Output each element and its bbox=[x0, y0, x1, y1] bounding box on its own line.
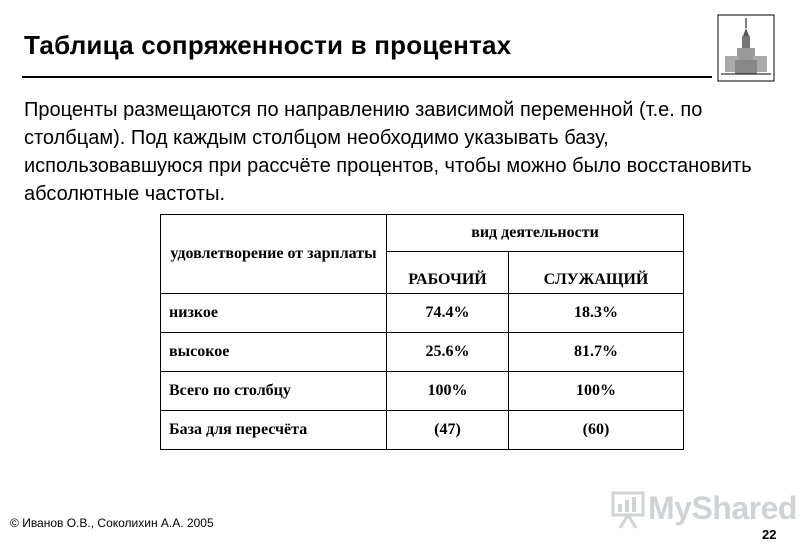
table-cell: 100% bbox=[509, 372, 684, 411]
table-row bbox=[161, 294, 684, 333]
row-label: высокое bbox=[161, 333, 387, 372]
table-row bbox=[161, 333, 684, 372]
copyright-icon: © bbox=[10, 516, 19, 530]
presentation-board-icon bbox=[610, 490, 646, 530]
table-cell: 74.4% bbox=[387, 294, 509, 333]
row-label: База для пересчёта bbox=[161, 411, 387, 450]
table-cell: (60) bbox=[509, 411, 684, 450]
column-header-worker: РАБОЧИЙ bbox=[387, 252, 509, 294]
column-group-header: вид деятельности bbox=[387, 215, 684, 252]
footer-authors: Иванов О.В., Соколихин А.А. 2005 bbox=[22, 516, 214, 530]
row-header-cell: удовлетворение от зарплаты bbox=[161, 215, 387, 294]
watermark bbox=[610, 488, 797, 532]
university-building-icon bbox=[717, 14, 775, 82]
slide-title: Таблица сопряженности в процентах bbox=[24, 30, 512, 60]
table-row bbox=[161, 411, 684, 450]
row-label: низкое bbox=[161, 294, 387, 333]
title-divider bbox=[22, 76, 712, 78]
column-header-employee: СЛУЖАЩИЙ bbox=[509, 252, 684, 294]
row-label: Всего по столбцу bbox=[161, 372, 387, 411]
intro-paragraph: Проценты размещаются по направлению зависимой переменной (т.е. по столбцам). Под каждым столбцом необходимо указывать базу, использовавшуюся при рассчёте процентов, чтобы можно было восстановить абсолютные частоты. bbox=[24, 99, 752, 205]
table-cell: 18.3% bbox=[509, 294, 684, 333]
page-number: 22 bbox=[762, 527, 777, 542]
contingency-table bbox=[160, 214, 684, 450]
table-row bbox=[161, 372, 684, 411]
table-cell: (47) bbox=[387, 411, 509, 450]
table-cell: 100% bbox=[387, 372, 509, 411]
footer-credits bbox=[10, 516, 214, 530]
table-cell: 25.6% bbox=[387, 333, 509, 372]
watermark-text: MyShared bbox=[648, 490, 797, 526]
table-cell: 81.7% bbox=[509, 333, 684, 372]
